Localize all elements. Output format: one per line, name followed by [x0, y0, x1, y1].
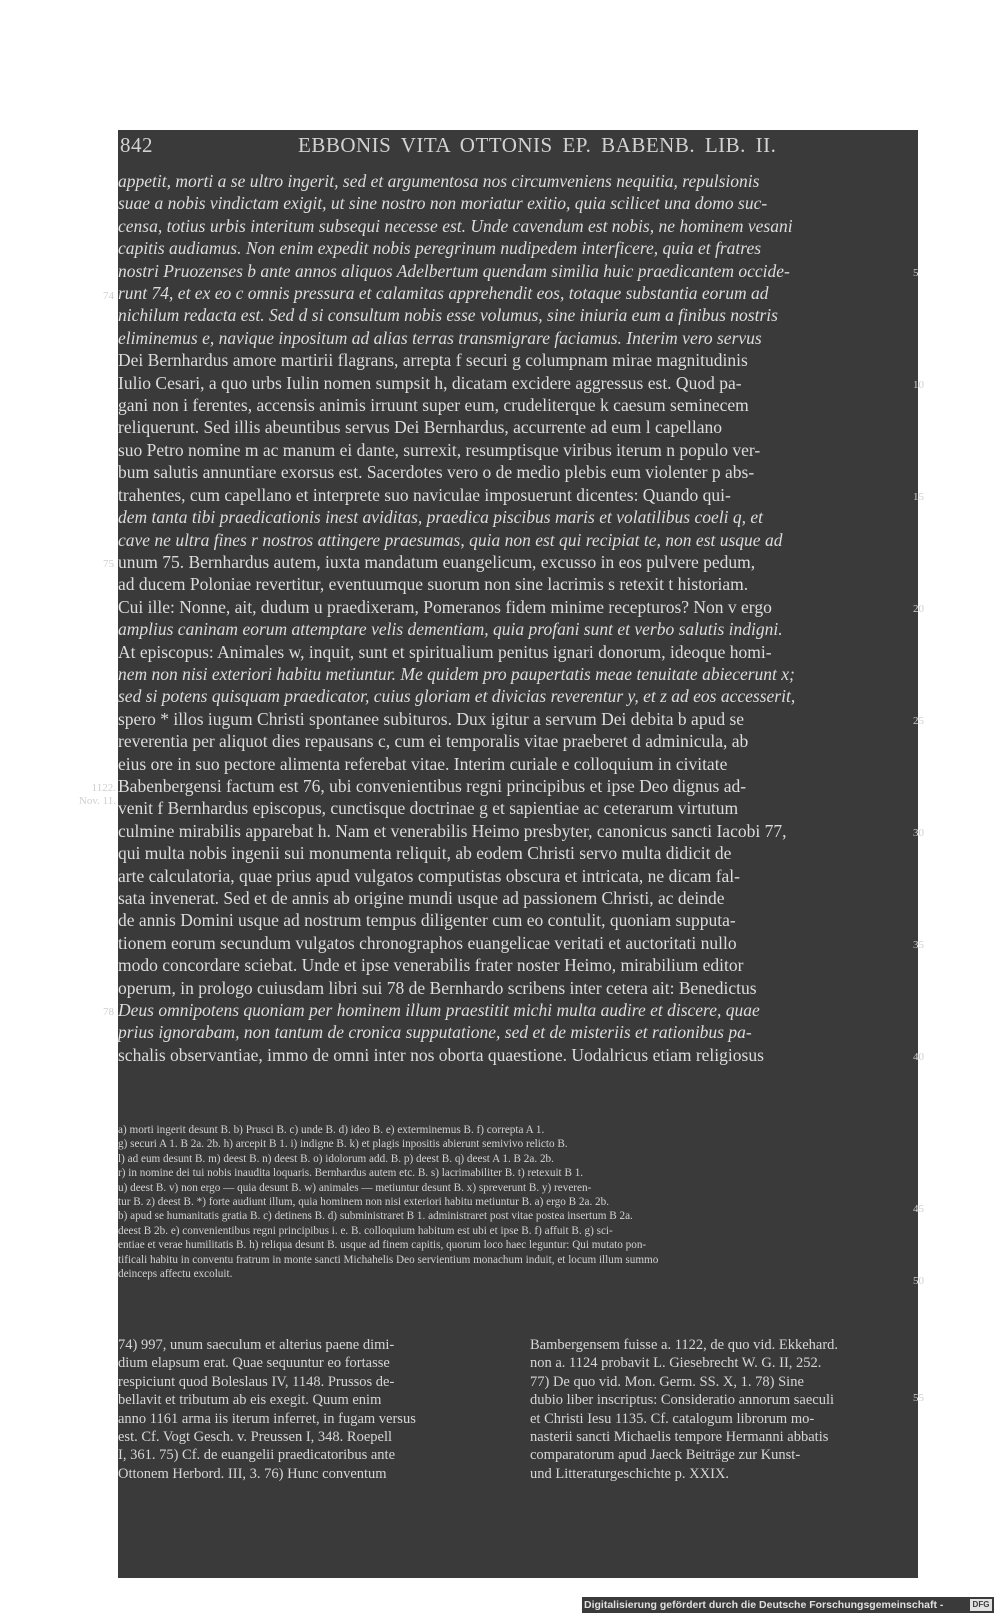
credit-text: Digitalisierung gefördert durch die Deutsche Forschungsgemeinschaft -: [584, 1599, 944, 1611]
apparatus-line: deest B 2b. e) convenientibus regni principibus i. e. B. colloquium habitum est ubi et ipse B. f) affuit B. g) sci-: [118, 1224, 613, 1237]
text-line: Dei Bernhardus amore martirii flagrans, arrepta f securi g columpnam mirae magnitudinis: [118, 350, 748, 371]
dfg-logo-icon: DFG: [970, 1599, 992, 1611]
apparatus-line: l) ad eum desunt B. m) deest B. n) deest B. o) idolorum add. B. p) deest B. q) deest A 1. B 2a. 2b.: [118, 1152, 554, 1165]
text-line: suo Petro nomine m ac manum ei dante, surrexit, resumptisque viribus iterum n populo ver-: [118, 439, 761, 460]
text-line: venit f Bernhardus episcopus, cunctisque doctrinae g et sapientiae ac ceterarum virtutum: [118, 798, 739, 819]
apparatus-line: tur B. z) deest B. *) forte audiunt illum, quia hominem non nisi exteriori habitu metiuntur B. a) ergo B 2a. 2b.: [118, 1196, 610, 1209]
apparatus-line: r) in nomine dei tui nobis inaudita loquaris. Bernhardus autem etc. B. s) lacrimabiliter B. t) retexuit B 1.: [118, 1167, 584, 1180]
text-line: culmine mirabilis apparebat h. Nam et venerabilis Heimo presbyter, canonicus sancti Iacobi 77,: [118, 820, 787, 841]
text-line: eius ore in suo pectore alimenta referebat vitae. Interim curiale e colloquium in civitate: [118, 753, 728, 774]
apparatus-line: g) securi A 1. B 2a. 2b. h) arcepit B 1. i) indigne B. k) et plagis inpositis abierunt semivivo relicto B.: [118, 1138, 568, 1151]
text-line: sata invenerat. Sed et de annis ab origine mundi usque ad passionem Christi, ac deinde: [118, 888, 725, 908]
apparatus-line: u) deest B. v) non ergo — quia desunt B. w) animales — metiuntur desunt B. x) spreverunt B. y) reveren-: [118, 1181, 592, 1194]
running-header: [118, 133, 918, 161]
text-line: sed si potens quisquam praedicator, cuius gloriam et divicias reverentur y, et z ad eos accesserit,: [118, 686, 796, 707]
footnote-line: anno 1161 arma iis iterum inferret, in fugam versus: [118, 1410, 416, 1427]
apparatus-line: b) apud se humanitatis gratia B. c) detinens B. d) subministraret B 1. administraret post vitae postea insertum B 2a.: [118, 1210, 633, 1223]
apparatus-line: entiae et verae humilitatis B. h) reliqua desunt B. usque ad finem capitis, quorum loco haec leguntur: Qui mutato pon-: [118, 1239, 647, 1252]
text-line: Deus omnipotens quoniam per hominem illum praestitit michi multa audire et discere, quae: [118, 1000, 760, 1021]
line-number: 25: [913, 715, 924, 727]
line-number: 45: [913, 1203, 924, 1215]
footnote-marker: 78: [103, 1006, 114, 1018]
footnotes-right-column: [530, 1336, 908, 1483]
margin-date: [66, 782, 116, 808]
line-number: 15: [913, 491, 924, 503]
text-line: de annis Domini usque ad nostrum tempus diligenter cum eo contulit, quoniam supputa-: [118, 910, 736, 931]
running-title: EBBONIS VITA OTTONIS EP. BABENB. LIB. II.: [298, 133, 777, 157]
funding-credit: [582, 1597, 994, 1613]
text-line: nem non nisi exteriori habitu metiuntur. Me quidem pro paupertatis meae tenuitate abiecerunt x;: [118, 663, 795, 684]
text-line: ad ducem Poloniae revertitur, eventuumque suorum non sine lacrimis s retexit t historiam.: [118, 574, 749, 595]
line-number: 20: [913, 603, 924, 615]
footnote-line: nasterii sancti Michaelis tempore Hermanni abbatis: [530, 1429, 829, 1446]
text-line: modo concordare sciebat. Unde et ipse venerabilis frater noster Heimo, mirabilium editor: [118, 955, 744, 976]
line-number: 55: [913, 1392, 924, 1404]
text-line: bum salutis annuntiare exorsus est. Sacerdotes vero o de medio plebis eum violenter p abs-: [118, 462, 755, 483]
text-line: eliminemus e, navique inpositum ad alias terras transmigrare faciamus. Interim vero servus: [118, 327, 762, 348]
footnote-marker: 75: [103, 558, 114, 570]
text-line: nichilum redacta est. Sed d si consultum nobis esse volumus, sine iniuria eum a finibus nostris: [118, 305, 778, 326]
text-line: gani non i ferentes, accensis animis irruunt super eum, crudeliterque k caesum seminecem: [118, 395, 749, 416]
footnote-marker: 74: [103, 290, 114, 302]
main-text: [118, 170, 908, 1066]
footnotes-left-column: [118, 1336, 496, 1483]
line-number: 5: [913, 267, 919, 279]
text-line: Iulio Cesari, a quo urbs Iulin nomen sumpsit h, dicatam excidere aggressus est. Quod pa-: [118, 372, 742, 393]
text-line: appetit, morti a se ultro ingerit, sed et argumentosa nos circumveniens nequitia, repulsionis: [118, 171, 760, 191]
footnote-line: und Litteraturgeschichte p. XXIX.: [530, 1465, 730, 1482]
text-line: reverentia per aliquot dies repausans c, cum ei temporalis vitae praeberet d adminicula, ab: [118, 731, 749, 752]
text-line: reliquerunt. Sed illis abeuntibus servus Dei Bernhardus, accurrente ad eum l capellano: [118, 417, 723, 438]
text-line: operum, in prologo cuiusdam libri sui 78 de Bernhardo scribens inter cetera ait: Benedictus: [118, 977, 757, 998]
footnote-line: dium elapsum erat. Quae sequuntur eo fortasse: [118, 1355, 390, 1372]
text-line: capitis audiamus. Non enim expedit nobis peregrinum nudipedem interficere, quia et fratres: [118, 238, 762, 259]
footnote-line: non a. 1124 probavit L. Giesebrecht W. G. II, 252.: [530, 1355, 822, 1372]
footnote-line: Ottonem Herbord. III, 3. 76) Hunc conventum: [118, 1465, 387, 1482]
text-line: tionem eorum secundum vulgatos chronographos euangelicae veritati et auctoritati nullo: [118, 932, 737, 953]
text-line: dem tanta tibi praedicationis inest aviditas, praedica piscibus maris et volatilibus coeli q, et: [118, 507, 764, 528]
text-line: runt 74, et ex eo c omnis pressura et calamitas apprehendit eos, totaque substantia eorum ad: [118, 283, 769, 304]
footnote-line: respiciunt quod Boleslaus IV, 1148. Prussos de-: [118, 1373, 395, 1390]
line-number: 30: [913, 827, 924, 839]
critical-apparatus: [118, 1123, 908, 1281]
text-line: prius ignorabam, non tantum de cronica supputatione, sed et de misteriis et rationibus pa-: [118, 1022, 752, 1043]
text-line: trahentes, cum capellano et interprete suo naviculae imposuerunt dicentes: Quando qui-: [118, 484, 731, 505]
footnote-line: comparatorum apud Jaeck Beiträge zur Kunst-: [530, 1447, 801, 1464]
line-number: 40: [913, 1051, 924, 1063]
page-number: 842: [120, 133, 153, 157]
apparatus-line: tificali habitu in conventu fratrum in monte sancti Michahelis Deo servientium monachum induit, et locum illum summo: [118, 1253, 659, 1266]
footnote-line: 74) 997, unum saeculum et alterius paene dimi-: [118, 1337, 395, 1353]
line-number: 10: [913, 379, 924, 391]
scanned-page: [78, 130, 924, 1578]
footnote-line: dubio liber inscriptus: Consideratio annorum saeculi: [530, 1392, 835, 1409]
footnote-line: et Christi Iesu 1135. Cf. catalogum librorum mo-: [530, 1410, 815, 1427]
footnote-line: Bambergensem fuisse a. 1122, de quo vid. Ekkehard.: [530, 1337, 839, 1353]
line-number: 35: [913, 939, 924, 951]
footnote-line: 77) De quo vid. Mon. Germ. SS. X, 1. 78) Sine: [530, 1373, 804, 1390]
text-line: qui multa nobis ingenii sui monumenta reliquit, ab eodem Christi servo multa didicit de: [118, 843, 732, 864]
text-line: nostri Pruozenses b ante annos aliquos Adelbertum quendam similia huic praedicantem occide-: [118, 260, 790, 281]
text-line: Babenbergensi factum est 76, ubi convenientibus regni principibus et ipse Deo dignus ad-: [118, 775, 747, 796]
date-day: Nov. 11.: [78, 795, 116, 807]
apparatus-line: a) morti ingerit desunt B. b) Prusci B. c) unde B. d) ideo B. e) exterminemus B. f) correpta A 1.: [118, 1124, 545, 1136]
footnote-line: bellavit et tributum ab eis exegit. Quum enim: [118, 1392, 382, 1409]
footnotes: [118, 1336, 908, 1483]
text-line: Cui ille: Nonne, ait, dudum u praedixeram, Pomeranos fidem minime recepturos? Non v ergo: [118, 596, 772, 617]
footnote-line: est. Cf. Vogt Gesch. v. Preussen I, 348. Roepell: [118, 1429, 392, 1446]
line-number: 50: [913, 1275, 924, 1287]
text-line: unum 75. Bernhardus autem, iuxta mandatum euangelicum, excusso in eos pulvere pedum,: [118, 551, 756, 572]
text-line: cave ne ultra fines r nostros attingere praesumas, quia non est qui recipiat te, non est usque ad: [118, 529, 783, 550]
text-line: censa, totius urbis interitum subsequi necesse est. Unde cavendum est nobis, ne hominem vesani: [118, 215, 793, 236]
text-line: suae a nobis vindictam exigit, ut sine nostro non moriatur exitio, quia scilicet una domo suc-: [118, 193, 768, 214]
text-line: schalis observantiae, immo de omni inter nos oborta quaestione. Uodalricus etiam religiosus: [118, 1044, 764, 1065]
footnote-line: I, 361. 75) Cf. de euangelii praedicatoribus ante: [118, 1447, 396, 1464]
text-line: At episcopus: Animales w, inquit, sunt et spiritualium penitus ignari donorum, ideoque homi-: [118, 641, 772, 662]
date-year: 1122.: [91, 782, 116, 794]
apparatus-line: deinceps affectu excoluit.: [118, 1268, 233, 1281]
text-line: arte calculatoria, quae prius apud vulgatos computistas obscura et intricata, ne dicam fal-: [118, 865, 740, 886]
text-line: spero * illos iugum Christi spontanee subituros. Dux igitur a servum Dei debita b apud se: [118, 708, 745, 729]
text-line: amplius caninam eorum attemptare velis dementiam, quia profani sunt et verbo salutis indigni.: [118, 619, 783, 640]
